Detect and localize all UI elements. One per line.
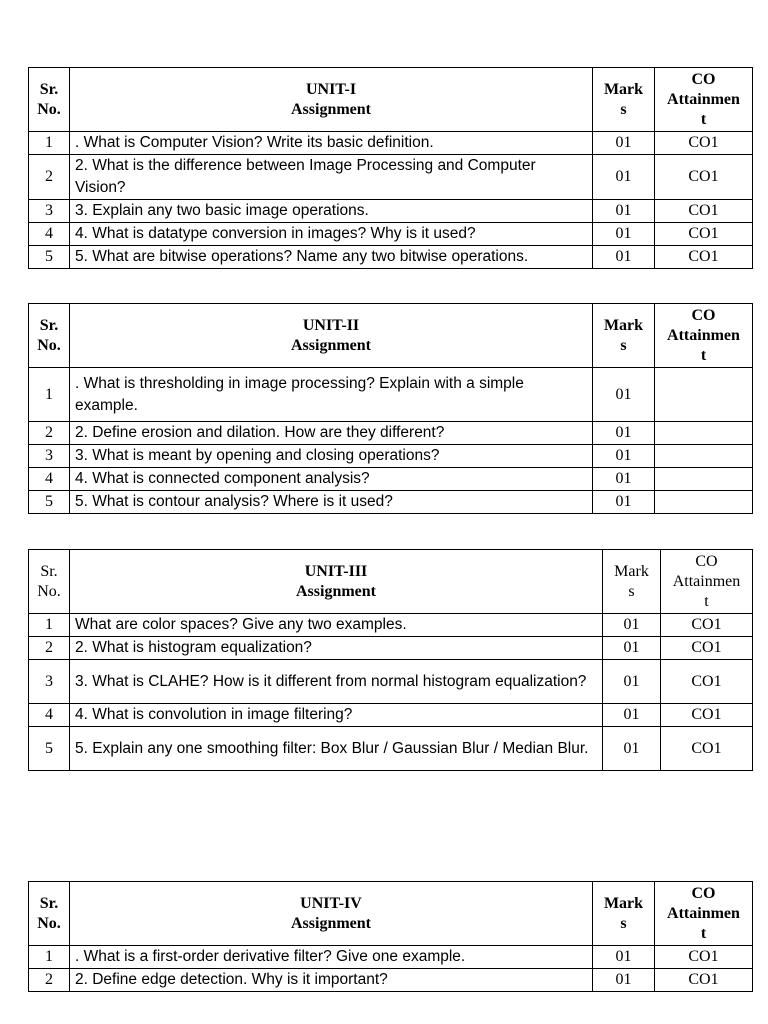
unit-subtitle: Assignment [290,914,371,932]
table-row [29,704,753,727]
unit-1-table [28,67,753,269]
sr-cell: 1 [29,132,70,155]
question-cell: 4. What is connected component analysis? [70,468,593,491]
marks-cell: 01 [593,246,655,269]
table-row [29,491,753,514]
co-attainment-header: CO Attainmen t [661,550,753,614]
table-row [29,660,753,704]
marks-cell: 01 [603,614,661,637]
question-cell: 4. What is datatype conversion in images? Why is it used? [70,223,593,246]
sr-cell: 1 [29,368,70,422]
marks-header: Mark s [593,882,655,946]
sr-cell: 2 [29,637,70,660]
question-cell: 2. Define edge detection. Why is it important? [70,969,593,992]
sr-no-header: Sr. No. [29,550,70,614]
table-row [29,614,753,637]
table-row [29,422,753,445]
co-cell [655,445,753,468]
question-cell: 5. What is contour analysis? Where is it used? [70,491,593,514]
co-cell: CO1 [655,132,753,155]
co-cell: CO1 [655,969,753,992]
question-cell: 4. What is convolution in image filtering? [70,704,603,727]
sr-no-header: Sr. No. [29,304,70,368]
table-row [29,246,753,269]
sr-cell: 2 [29,422,70,445]
unit-title: UNIT-II [302,316,360,334]
co-cell: CO1 [655,200,753,223]
unit-title-cell [70,68,593,132]
unit-2-table [28,303,753,514]
marks-cell: 01 [593,132,655,155]
question-cell: 2. What is histogram equalization? [70,637,603,660]
co-cell: CO1 [655,155,753,200]
unit-title-cell [70,550,603,614]
question-cell: 3. Explain any two basic image operations. [70,200,593,223]
unit-4-table [28,881,753,992]
unit-subtitle: Assignment [295,582,376,600]
marks-cell: 01 [603,727,661,771]
marks-header: Mark s [603,550,661,614]
co-cell [655,468,753,491]
sr-cell: 2 [29,155,70,200]
question-cell: 3. What is meant by opening and closing operations? [70,445,593,468]
co-cell: CO1 [661,727,753,771]
unit-title: UNIT-III [304,562,368,580]
co-cell: CO1 [661,704,753,727]
unit-title-cell [70,882,593,946]
co-cell [655,368,753,422]
table-row [29,468,753,491]
co-attainment-header: CO Attainmen t [655,882,753,946]
marks-cell: 01 [593,491,655,514]
question-cell: 5. Explain any one smoothing filter: Box Blur / Gaussian Blur / Median Blur. [70,727,603,771]
table-row [29,445,753,468]
sr-no-header: Sr. No. [29,882,70,946]
co-cell: CO1 [661,614,753,637]
sr-cell: 5 [29,246,70,269]
question-cell: 3. What is CLAHE? How is it different from normal histogram equalization? [70,660,603,704]
co-attainment-header: CO Attainmen t [655,68,753,132]
question-cell: . What is a first-order derivative filter? Give one example. [70,946,593,969]
sr-cell: 5 [29,491,70,514]
question-cell: What are color spaces? Give any two examples. [70,614,603,637]
question-cell: . What is Computer Vision? Write its basic definition. [70,132,593,155]
marks-cell: 01 [593,422,655,445]
sr-cell: 4 [29,468,70,491]
co-cell [655,491,753,514]
marks-cell: 01 [593,200,655,223]
question-cell: 5. What are bitwise operations? Name any two bitwise operations. [70,246,593,269]
marks-cell: 01 [593,969,655,992]
sr-cell: 4 [29,223,70,246]
table-row [29,946,753,969]
co-cell: CO1 [661,660,753,704]
sr-cell: 1 [29,946,70,969]
marks-cell: 01 [603,704,661,727]
sr-cell: 3 [29,200,70,223]
marks-cell: 01 [593,223,655,246]
question-cell: 2. Define erosion and dilation. How are they different? [70,422,593,445]
marks-cell: 01 [593,155,655,200]
marks-cell: 01 [593,445,655,468]
sr-cell: 3 [29,445,70,468]
sr-cell: 3 [29,660,70,704]
table-header-row [29,550,753,614]
table-row [29,637,753,660]
sr-cell: 4 [29,704,70,727]
table-header-row [29,304,753,368]
co-cell: CO1 [661,637,753,660]
unit-title: UNIT-I [305,80,357,98]
table-row [29,368,753,422]
sr-no-header: Sr. No. [29,68,70,132]
co-attainment-header: CO Attainmen t [655,304,753,368]
sr-cell: 1 [29,614,70,637]
co-cell [655,422,753,445]
sr-cell: 5 [29,727,70,771]
marks-cell: 01 [593,946,655,969]
unit-title: UNIT-IV [300,894,362,912]
marks-header: Mark s [593,304,655,368]
unit-subtitle: Assignment [290,100,371,118]
table-row [29,223,753,246]
table-row [29,200,753,223]
table-row [29,155,753,200]
unit-title-cell [70,304,593,368]
co-cell: CO1 [655,246,753,269]
co-cell: CO1 [655,946,753,969]
table-row [29,969,753,992]
question-cell: . What is thresholding in image processing? Explain with a simple example. [70,368,593,422]
table-header-row [29,68,753,132]
marks-cell: 01 [593,368,655,422]
marks-cell: 01 [603,637,661,660]
unit-3-table [28,549,753,771]
table-row [29,132,753,155]
question-cell: 2. What is the difference between Image Processing and Computer Vision? [70,155,593,200]
co-cell: CO1 [655,223,753,246]
unit-subtitle: Assignment [290,336,371,354]
sr-cell: 2 [29,969,70,992]
marks-header: Mark s [593,68,655,132]
marks-cell: 01 [593,468,655,491]
marks-cell: 01 [603,660,661,704]
table-row [29,727,753,771]
table-header-row [29,882,753,946]
